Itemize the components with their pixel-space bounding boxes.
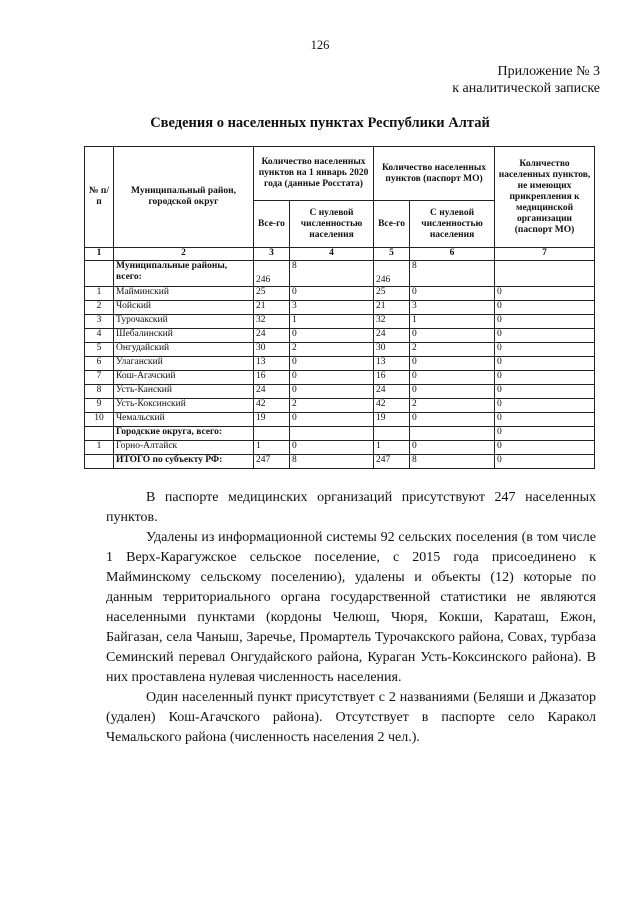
cell-total-rosstat: 25 bbox=[254, 287, 290, 301]
column-number-row bbox=[85, 248, 595, 261]
cell-no-attachment: 0 bbox=[495, 315, 595, 329]
cell-zero-passport: 8 bbox=[410, 261, 495, 287]
table-row bbox=[85, 343, 595, 357]
cell-total-rosstat: 21 bbox=[254, 301, 290, 315]
cell-total-rosstat: 24 bbox=[254, 329, 290, 343]
table-row bbox=[85, 329, 595, 343]
cell-district: Усть-Коксинский bbox=[114, 399, 254, 413]
cell-district: Горно-Алтайск bbox=[114, 441, 254, 455]
cell-zero-rosstat: 0 bbox=[290, 287, 374, 301]
col-number: 3 bbox=[254, 248, 290, 261]
header-rosstat-zero: С нулевой численностью населения bbox=[290, 201, 374, 248]
cell-zero-rosstat: 2 bbox=[290, 343, 374, 357]
col-number: 1 bbox=[85, 248, 114, 261]
cell-total-rosstat: 246 bbox=[254, 261, 290, 287]
header-passport-zero: С нулевой численностью населения bbox=[410, 201, 495, 248]
col-number: 4 bbox=[290, 248, 374, 261]
cell-no-attachment: 0 bbox=[495, 371, 595, 385]
header-rosstat-total: Все-го bbox=[254, 201, 290, 248]
cell-total-passport: 246 bbox=[374, 261, 410, 287]
cell-total-passport: 24 bbox=[374, 329, 410, 343]
cell-total-rosstat: 247 bbox=[254, 455, 290, 469]
cell-zero-rosstat: 2 bbox=[290, 399, 374, 413]
cell-no-attachment: 0 bbox=[495, 287, 595, 301]
cell-total-passport: 1 bbox=[374, 441, 410, 455]
cell-no-attachment: 0 bbox=[495, 343, 595, 357]
cell-total-passport: 19 bbox=[374, 413, 410, 427]
table-row bbox=[85, 385, 595, 399]
cell-zero-rosstat: 3 bbox=[290, 301, 374, 315]
cell-district: Чемальский bbox=[114, 413, 254, 427]
cell-zero-rosstat: 1 bbox=[290, 315, 374, 329]
header-passport-total: Все-го bbox=[374, 201, 410, 248]
cell-zero-passport: 0 bbox=[410, 441, 495, 455]
cell-num: 3 bbox=[85, 315, 114, 329]
cell-zero-passport: 2 bbox=[410, 399, 495, 413]
cell-zero-passport: 2 bbox=[410, 343, 495, 357]
cell-zero-passport: 3 bbox=[410, 301, 495, 315]
table-row bbox=[85, 399, 595, 413]
cell-zero-rosstat: 0 bbox=[290, 441, 374, 455]
page-number: 126 bbox=[310, 38, 330, 52]
cell-no-attachment: 0 bbox=[495, 301, 595, 315]
cell-num: 7 bbox=[85, 371, 114, 385]
cell-total-passport: 42 bbox=[374, 399, 410, 413]
document-title: Сведения о населенных пунктах Республики Алтай bbox=[150, 115, 490, 131]
cell-total-passport: 21 bbox=[374, 301, 410, 315]
cell-district: Онгудайский bbox=[114, 343, 254, 357]
col-number: 6 bbox=[410, 248, 495, 261]
cell-zero-passport: 1 bbox=[410, 315, 495, 329]
cell-total-rosstat: 13 bbox=[254, 357, 290, 371]
cell-num: 1 bbox=[85, 287, 114, 301]
cell-zero-passport: 8 bbox=[410, 455, 495, 469]
cell-district: Кош-Агачский bbox=[114, 371, 254, 385]
cell-no-attachment: 0 bbox=[495, 357, 595, 371]
cell-total-passport: 247 bbox=[374, 455, 410, 469]
cell-zero-rosstat: 0 bbox=[290, 357, 374, 371]
section-label: Муниципальные районы, всего: bbox=[114, 261, 254, 287]
cell-district: Турочакский bbox=[114, 315, 254, 329]
cell-no-attachment: 0 bbox=[495, 427, 595, 441]
cell-total-passport: 13 bbox=[374, 357, 410, 371]
table-row bbox=[85, 371, 595, 385]
header-no-attachment: Количество населенных пунктов, не имеющих прикрепления к медицинской организации (паспорт МО) bbox=[495, 147, 595, 248]
cell-no-attachment: 0 bbox=[495, 413, 595, 427]
cell-num: 4 bbox=[85, 329, 114, 343]
cell-total-rosstat: 42 bbox=[254, 399, 290, 413]
cell-num: 1 bbox=[85, 441, 114, 455]
settlements-table bbox=[84, 146, 595, 469]
col-number: 2 bbox=[114, 248, 254, 261]
cell-zero-passport: 0 bbox=[410, 371, 495, 385]
appendix-line-2: к аналитической записке bbox=[452, 81, 600, 96]
cell-zero-rosstat: 8 bbox=[290, 455, 374, 469]
section-row-city bbox=[85, 427, 595, 441]
cell-total-rosstat: 16 bbox=[254, 371, 290, 385]
body-text bbox=[106, 488, 596, 748]
cell-district: Чойский bbox=[114, 301, 254, 315]
cell-no-attachment: 0 bbox=[495, 329, 595, 343]
cell-no-attachment bbox=[495, 261, 595, 287]
appendix-line-1: Приложение № 3 bbox=[497, 64, 600, 79]
cell-num: 6 bbox=[85, 357, 114, 371]
cell-total-rosstat: 24 bbox=[254, 385, 290, 399]
cell-zero-passport: 0 bbox=[410, 385, 495, 399]
cell-total-passport: 25 bbox=[374, 287, 410, 301]
col-number: 7 bbox=[495, 248, 595, 261]
cell-total-rosstat: 1 bbox=[254, 441, 290, 455]
cell-district: Майминский bbox=[114, 287, 254, 301]
cell-no-attachment: 0 bbox=[495, 399, 595, 413]
cell-total-passport: 24 bbox=[374, 385, 410, 399]
cell-zero-passport: 0 bbox=[410, 413, 495, 427]
cell-num: 9 bbox=[85, 399, 114, 413]
header-rosstat-group: Количество населенных пунктов на 1 январь 2020 года (данные Росстата) bbox=[254, 147, 374, 201]
cell-zero-passport: 0 bbox=[410, 357, 495, 371]
header-num: № п/п bbox=[85, 147, 114, 248]
paragraph: Удалены из информационной системы 92 сельских поселения (в том числе 1 Верх-Карагужское сельское поселение, с 2015 года присоединено к Майминскому сельскому поселению), удалены и объекты (12) которые по данным территориального органа государственной статистики не являются населенными пунктами (кордоны Челюш, Чюря, Кокши, Караташ, Ежон, Байгазан, села Чаныш, Заречье, Промартель Турочакского района, Совах, турбаза Семинский перевал Онгудайского района, Кураган Усть-Коксинского района). В них проставлена нулевая численность населения. bbox=[106, 530, 596, 685]
paragraph: Один населенный пункт присутствует с 2 названиями (Беляши и Джазатор (удален) Кош-Агачского района). Отсутствует в паспорте село Каракол Чемальского района (численность населения 2 чел.). bbox=[106, 690, 596, 745]
table-row bbox=[85, 413, 595, 427]
cell-total-rosstat: 32 bbox=[254, 315, 290, 329]
cell-total-passport: 32 bbox=[374, 315, 410, 329]
cell-district: Шебалинский bbox=[114, 329, 254, 343]
cell-num: 2 bbox=[85, 301, 114, 315]
cell-no-attachment: 0 bbox=[495, 385, 595, 399]
table-row bbox=[85, 441, 595, 455]
table-row bbox=[85, 301, 595, 315]
paragraph: В паспорте медицинских организаций присутствуют 247 населенных пунктов. bbox=[106, 490, 596, 525]
cell-zero-rosstat: 0 bbox=[290, 329, 374, 343]
cell-district: Усть-Канский bbox=[114, 385, 254, 399]
cell-no-attachment: 0 bbox=[495, 441, 595, 455]
cell-num: 5 bbox=[85, 343, 114, 357]
header-district: Муниципальный район, городской округ bbox=[114, 147, 254, 248]
table-row bbox=[85, 357, 595, 371]
header-passport-group: Количество населенных пунктов (паспорт МО) bbox=[374, 147, 495, 201]
cell-num: 10 bbox=[85, 413, 114, 427]
section-label: Городские округа, всего: bbox=[114, 427, 254, 441]
table-row bbox=[85, 287, 595, 301]
cell-no-attachment: 0 bbox=[495, 455, 595, 469]
cell-zero-rosstat: 0 bbox=[290, 413, 374, 427]
total-label: ИТОГО по субъекту РФ: bbox=[114, 455, 254, 469]
cell-total-rosstat: 30 bbox=[254, 343, 290, 357]
cell-num: 8 bbox=[85, 385, 114, 399]
cell-zero-rosstat: 0 bbox=[290, 385, 374, 399]
cell-zero-rosstat: 0 bbox=[290, 371, 374, 385]
cell-district: Улаганский bbox=[114, 357, 254, 371]
cell-total-passport: 16 bbox=[374, 371, 410, 385]
col-number: 5 bbox=[374, 248, 410, 261]
appendix-note bbox=[452, 63, 600, 97]
cell-zero-passport: 0 bbox=[410, 329, 495, 343]
cell-zero-passport: 0 bbox=[410, 287, 495, 301]
cell-total-passport: 30 bbox=[374, 343, 410, 357]
total-row bbox=[85, 455, 595, 469]
table-row bbox=[85, 315, 595, 329]
cell-total-rosstat: 19 bbox=[254, 413, 290, 427]
section-row-municipal bbox=[85, 261, 595, 287]
cell-zero-rosstat: 8 bbox=[290, 261, 374, 287]
